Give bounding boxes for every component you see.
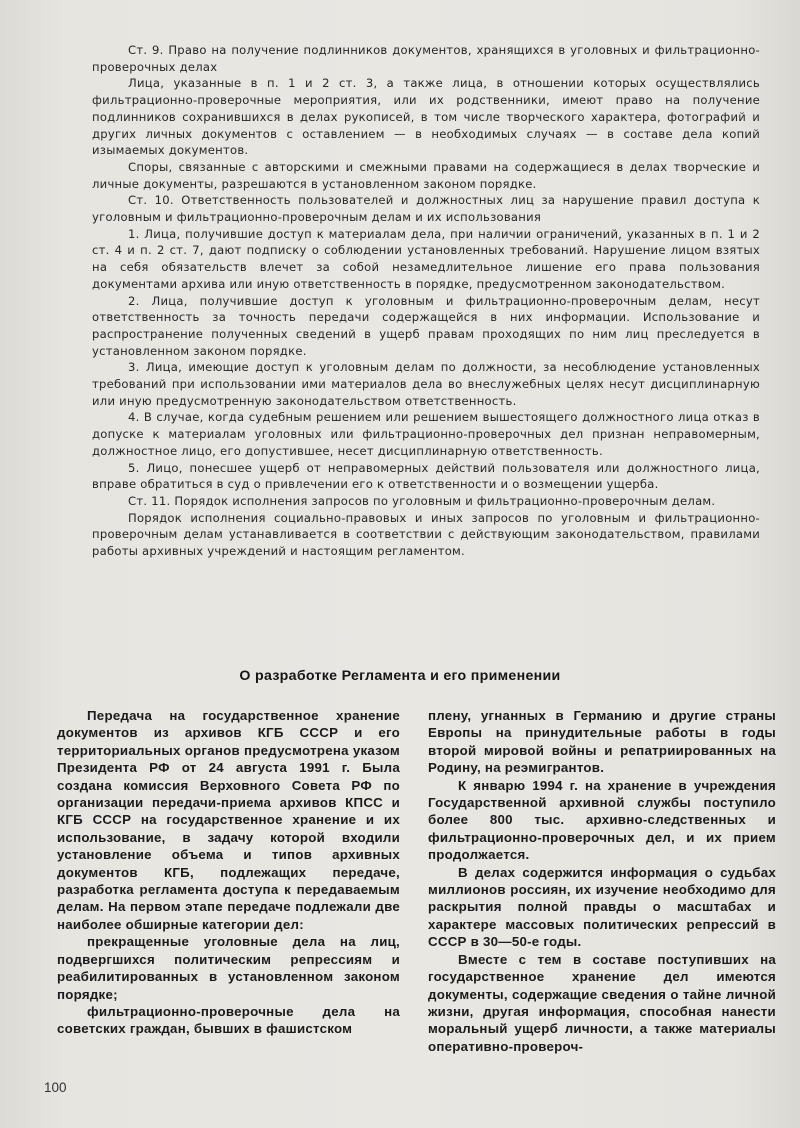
right-paragraph-3: В делах содержится информация о судьбах миллионов россиян, их изучение необходимо для раскрытия полной правды о масштабах и характере массовых политических репрессий в СССР в 30—50-е годы. xyxy=(428,864,776,950)
article-9-paragraph-2: Споры, связанные с авторскими и смежными правами на содержащиеся в делах творческие и личные документы, разрешаются в установленном законом порядке. xyxy=(92,159,760,191)
article-10-item-1: 1. Лица, получившие доступ к материалам дела, при наличии ограничений, указанных в п. 1 и 2 ст. 4 и п. 2 ст. 7, дают подписку о соблюдении установленных требований. Нарушение лицом взятых на себя обязательств влечет за собой незамедлительное лишение его права пользования документами архива или иную ответственность в порядке, предусмотренном законодательством. xyxy=(92,226,760,291)
left-paragraph-1: Передача на государственное хранение документов из архивов КГБ СССР и его территориальных органов предусмотрена указом Президента РФ от 24 августа 1991 г. Была создана комиссия Верховного Совета РФ по организации передачи-приема архивов КПСС и КГБ СССР на государственное хранение и их использование, в задачу которой входили установление объема и типов архивных документов КГБ, подлежащих передаче, разработка регламента доступа к передаваемым делам. На первом этапе передаче подлежали две наиболее обширные категории дел: xyxy=(57,708,400,932)
regulation-text xyxy=(92,42,760,560)
article-10-item-4: 4. В случае, когда судебным решением или решением вышестоящего должностного лица отказ в допуске к материалам уголовных или фильтрационно-проверочных дел признан неправомерным, должностное лицо, его допустившее, несет дисциплинарную ответственность. xyxy=(92,410,760,458)
right-column xyxy=(428,707,776,1055)
article-11-paragraph: Порядок исполнения социально-правовых и иных запросов по уголовным и фильтрационно-проверочным делам устанавливается в соответствии с действующим законодательством, правилами работы архивных учреждений и настоящим регламентом. xyxy=(92,510,760,559)
article-9-paragraph-1: Лица, указанные в п. 1 и 2 ст. 3, а также лица, в отношении которых осуществлялись фильтрационно-проверочные мероприятия, или их родственники, имеют право на получение подлинников сохранившихся в делах рукописей, в том числе творческого характера, фотографий и других личных документов с оставлением — в необходимых случаях — в составе дела копий изымаемых документов. xyxy=(92,76,760,158)
left-paragraph-3: фильтрационно-проверочные дела на советских граждан, бывших в фашистском xyxy=(57,1003,400,1037)
article-10-item-2: 2. Лица, получившие доступ к уголовным и фильтрационно-проверочным делам, несут ответственность за точность передачи содержащейся в них информации. Использование и распространение полученных сведений в ущерб правам проходящих по ним лиц преследуется в установленном законом порядке. xyxy=(92,293,760,358)
article-9-title: Ст. 9. Право на получение подлинников документов, хранящихся в уголовных и фильтрационно-проверочных делах xyxy=(92,43,760,74)
article-10-item-3: 3. Лица, имеющие доступ к уголовным делам по должности, за несоблюдение установленных требований при использовании ими материалов дела во внеслужебных целях несут дисциплинарную или иную предусмотренную законодательством ответственность. xyxy=(92,360,760,408)
right-paragraph-1: плену, угнанных в Германию и другие страны Европы на принудительные работы в годы второй мировой войны и репатриированных на Родину, на реэмигрантов. xyxy=(428,708,776,776)
right-paragraph-2: К январю 1994 г. на хранение в учреждения Государственной архивной службы поступило более 800 тыс. архивно-следственных и фильтрационно-проверочных дел, и их прием продолжается. xyxy=(428,777,776,863)
left-paragraph-2: прекращенные уголовные дела на лиц, подвергшихся политическим репрессиям и реабилитированных в установленном законом порядке; xyxy=(57,934,400,1002)
right-paragraph-4: Вместе с тем в составе поступивших на государственное хранение дел имеются документы, содержащие сведения о тайне личной жизни, другая информация, способная нанести моральный ущерб личности, а также материалы оперативно-провероч- xyxy=(428,951,776,1054)
left-column xyxy=(57,707,400,1038)
page-number: 100 xyxy=(44,1080,67,1095)
section-heading: О разработке Регламента и его применении xyxy=(239,668,561,684)
article-11-title: Ст. 11. Порядок исполнения запросов по уголовным и фильтрационно-проверочным делам. xyxy=(128,493,716,508)
article-10-item-5: 5. Лицо, понесшее ущерб от неправомерных действий пользователя или должностного лица, вправе обратиться в суд о привлечении его к ответственности и о возмещении ущерба. xyxy=(92,460,760,492)
article-10-title: Ст. 10. Ответственность пользователей и должностных лиц за нарушение правил доступа к уголовным и фильтрационно-проверочным делам и их использования xyxy=(92,193,760,225)
